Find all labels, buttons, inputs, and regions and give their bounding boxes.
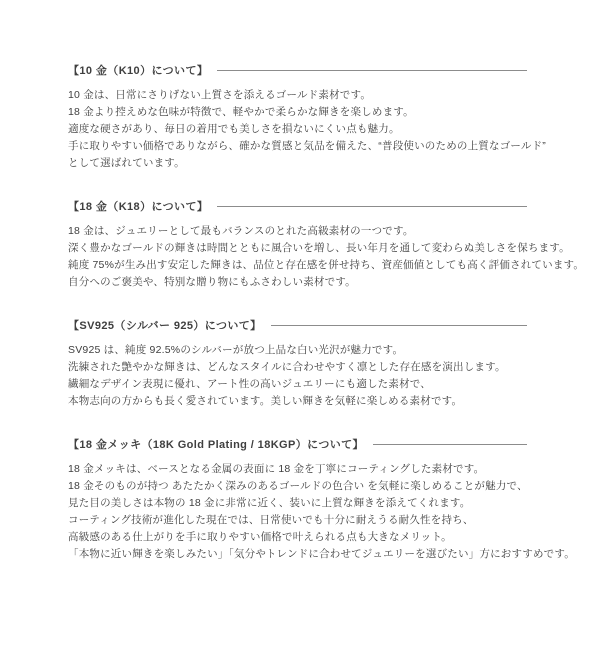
section-heading-row: [68, 62, 527, 77]
body-text-line: として選ばれています。: [68, 157, 185, 169]
body-text-line: 自分へのご褒美や、特別な贈り物にもふさわしい素材です。: [68, 276, 356, 288]
body-text-line: 繊細なデザイン表現に優れ、アート性の高いジュエリーにも適した素材で、: [68, 378, 431, 390]
heading-divider-line: [271, 325, 527, 326]
heading-divider-line: [217, 206, 527, 207]
heading-divider-line: [217, 70, 527, 71]
section-k10: [68, 62, 546, 172]
body-text-line: 手に取りやすい価格でありながら、確かな質感と気品を備えた、“普段使いのための上質なゴールド”: [68, 140, 546, 152]
body-text-line: 高級感のある仕上がりを手に取りやすい価格で叶えられる点も大きなメリット。: [68, 531, 452, 543]
section-heading-sv925: 【SV925（シルバー 925）について】: [68, 319, 262, 332]
body-text-line: 18 金は、ジュエリーとして最もバランスのとれた高級素材の一つです。: [68, 225, 414, 237]
section-heading-18kgp: 【18 金メッキ（18K Gold Plating / 18KGP）について】: [68, 438, 364, 451]
section-heading-k18: 【18 金（K18）について】: [68, 200, 209, 213]
section-heading-row: [68, 317, 527, 332]
body-text-line: 見た目の美しさは本物の 18 金に非常に近く、装いに上質な輝きを添えてくれます。: [68, 497, 471, 509]
body-text-line: 18 金そのものが持つ あたたかく深みのあるゴールドの色合い を気軽に楽しめることが魅力で、: [68, 480, 528, 492]
section-heading-row: [68, 198, 527, 213]
section-heading-k10: 【10 金（K10）について】: [68, 64, 209, 77]
body-text-line: 深く豊かなゴールドの輝きは時間とともに風合いを増し、長い年月を通して変わらぬ美しさを保ちます。: [68, 242, 570, 254]
body-text-line: 洗練された艶やかな輝きは、どんなスタイルに合わせやすく凛とした存在感を演出します。: [68, 361, 506, 373]
body-text-line: 18 金メッキは、ベースとなる金属の表面に 18 金を丁寧にコーティングした素材です。: [68, 463, 485, 475]
section-k18: [68, 198, 585, 291]
body-text-line: コーティング技術が進化した現在では、日常使いでも十分に耐えうる耐久性を持ち、: [68, 514, 474, 526]
body-text-line: 10 金は、日常にさりげない上質さを添えるゴールド素材です。: [68, 89, 372, 101]
section-heading-row: [68, 436, 527, 451]
body-text-line: SV925 は、純度 92.5%のシルバーが放つ上品な白い光沢が魅力です。: [68, 344, 404, 356]
section-18kgp: [68, 436, 575, 563]
section-sv925: [68, 317, 527, 410]
body-text-line: 適度な硬さがあり、毎日の着用でも美しさを損ないにくい点も魅力。: [68, 123, 400, 135]
body-text-line: 本物志向の方からも長く愛されています。美しい輝きを気軽に楽しめる素材です。: [68, 395, 463, 407]
body-text-line: 18 金より控えめな色味が特徴で、軽やかで柔らかな輝きを楽しめます。: [68, 106, 414, 118]
body-text-line: 純度 75%が生み出す安定した輝きは、品位と存在感を併せ持ち、資産価値としても高く評価されています。: [68, 259, 585, 271]
body-text-line: 「本物に近い輝きを楽しみたい」「気分やトレンドに合わせてジュエリーを選びたい」方におすすめです。: [68, 548, 575, 560]
heading-divider-line: [373, 444, 527, 445]
